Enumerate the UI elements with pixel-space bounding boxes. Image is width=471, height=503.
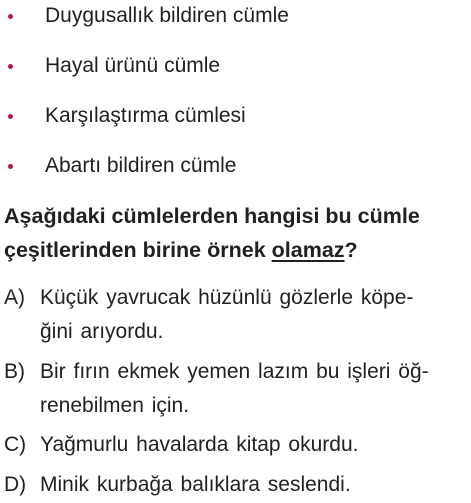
list-item-text: Abartı bildiren cümle [45,154,237,177]
list-item [0,51,471,81]
bullet-icon [8,64,13,69]
option-text-line-2: ğini arıyordu. [40,320,164,343]
answer-option-b[interactable] [4,355,468,423]
bullet-icon [8,114,13,119]
option-letter: A) [4,286,25,309]
list-item [0,151,471,181]
question-line-2 [4,233,468,267]
list-item [0,101,471,131]
question-line-2-suffix: ? [344,238,358,262]
bullet-icon [8,164,13,169]
list-item-text: Duygusallık bildiren cümle [45,4,289,27]
list-item-text: Hayal ürünü cümle [45,54,221,77]
option-letter: D) [4,473,27,496]
option-text-line-1: Minik kurbağa balıklara seslendi. [40,473,351,496]
question-line-2-prefix: çeşitlerinden birine örnek [4,238,272,262]
question-stem [4,199,468,267]
option-text-line-1: Bir fırın ekmek yemen lazım bu işleri öğ- [40,360,429,383]
option-letter: C) [4,433,27,456]
option-text-line-1: Küçük yavrucak hüzünlü gözlerle köpe- [40,286,414,309]
list-item-text: Karşılaştırma cümlesi [45,104,246,127]
answer-option-c[interactable] [4,428,468,462]
option-text-line-1: Yağmurlu havalarda kitap okurdu. [40,433,359,456]
option-text-line-2: renebilmen için. [40,394,190,417]
answer-option-a[interactable] [4,281,468,349]
answer-option-d[interactable] [4,468,468,502]
option-letter: B) [4,360,25,383]
list-item [0,1,471,31]
question-keyword-underlined: olamaz [271,238,345,262]
question-line-1: Aşağıdaki cümlelerden hangisi bu cümle [4,204,420,228]
bullet-icon [8,14,13,19]
